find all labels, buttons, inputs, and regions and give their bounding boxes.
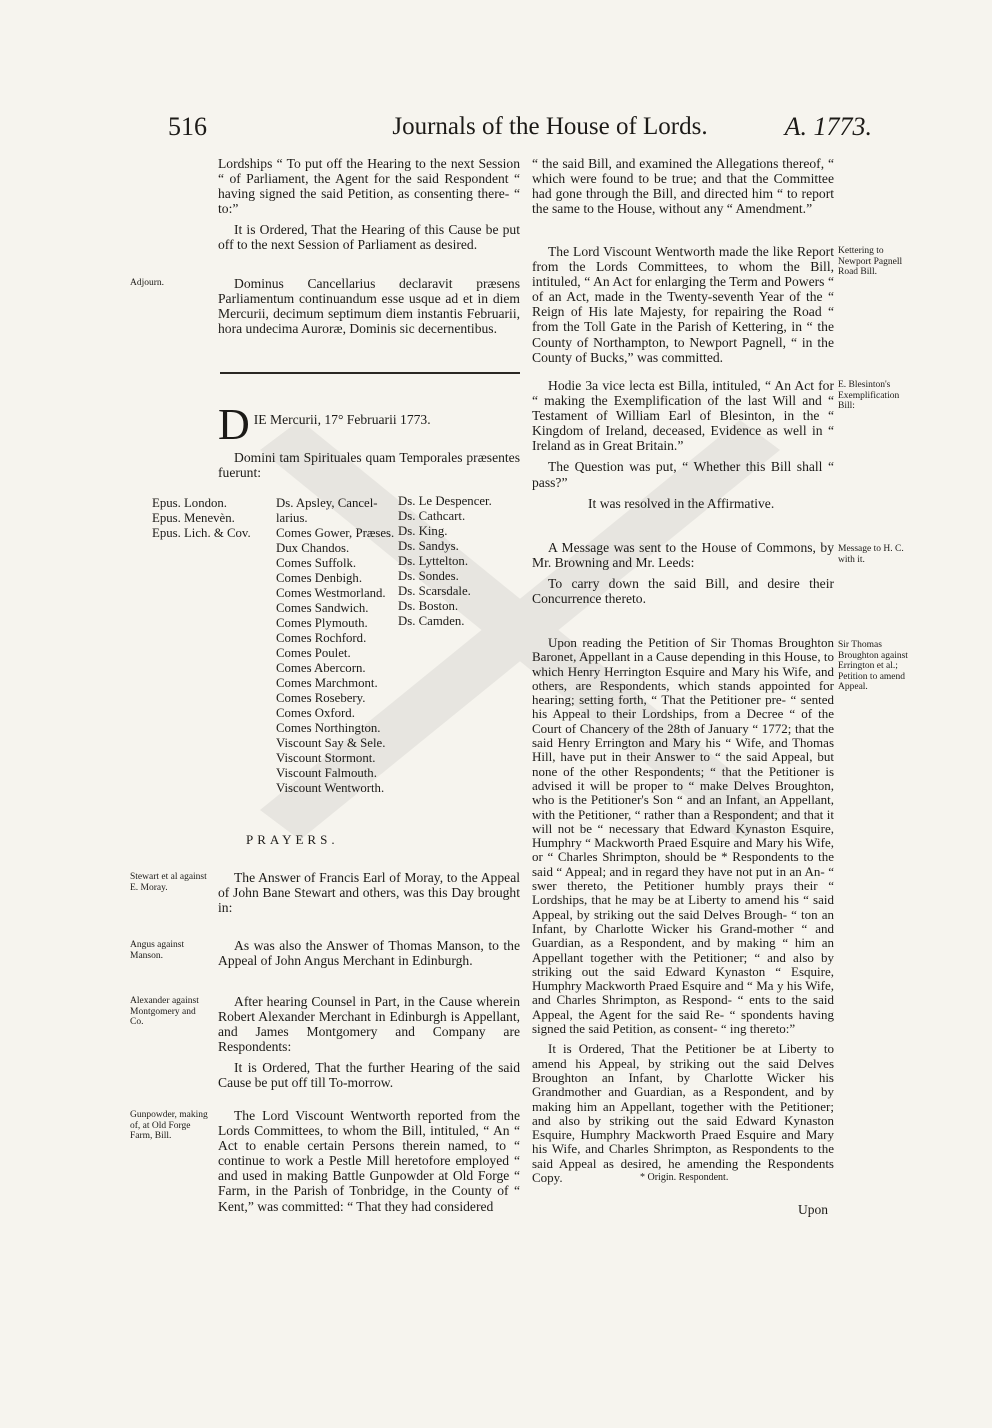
domini-line: Domini tam Spirituales quam Temporales præsentes fuerunt: [218,450,520,481]
resolved-line: It was resolved in the Affirmative. [588,495,775,511]
die-heading: D IE Mercurii, 17° Februarii 1773. Domini tam Spirituales quam Temporales præsentes fuerunt: [218,400,520,481]
left-para-alexander: After hearing Counsel in Part, in the Cause wherein Robert Alexander Merchant in Edinburgh is Appellant, and James Montgomery and Company are Respondents: It is Ordered, That the further Hearing of the said Cause be put off till To-morrow. [218,994,520,1091]
left-para-gunpowder: The Lord Viscount Wentworth reported from the Lords Committees, to whom the Bill, intituled, “ An “ Act to enable certain Persons therein named, to “ continue to work a Pestle Mill heretofore employed “ and used in making Battle Gunpowder at Old Forge “ Farm, in the Parish of Tonbridge, in the County of “ Kent,” was committed: “ That they had considered [218,1108,520,1214]
prayers-heading: PRAYERS. [246,832,339,847]
attendance-bishops: Epus. London. Epus. Menevèn. Epus. Lich. & Cov. [152,496,251,540]
right-para-blesinton: Hodie 3a vice lecta est Billa, intituled, “ An Act for “ making the Exemplification of the last Will and “ Testament of William Earl of Blesinton, in the “ Kingdom of Ireland, deceased, Evidence as well in “ Ireland as in Great Britain.” The Question was put, “ Whether this Bill shall “ pass?” It was resolved in the Affirmative. [532,378,834,511]
attendance-barons: Ds. Le Despencer. Ds. Cathcart. Ds. King. Ds. Sandys. Ds. Lyttelton. Ds. Sondes. Ds. Scarsdale. Ds. Boston. Ds. Camden. [398,494,492,628]
margin-note-stewart: Stewart et al against E. Moray. [130,872,207,893]
margin-note-angus: Angus against Manson. [130,940,185,961]
right-para-kettering: The Lord Viscount Wentworth made the like Report from the Lords Committees, to whom the Bill, intituled, “ An Act for enlarging the Term and Powers “ of an Act, made in the Twenty-seventh Year of the “ Reign of His late Majesty, for repairing the Road “ from the Toll Gate in the Parish of Kettering, in “ the County of Northampton, to Newport Pagnell, “ in the County of Bucks,” was committed. [532,244,834,365]
section-rule [220,372,520,374]
margin-note-kettering: Kettering to Newport Pagnell Road Bill. [838,246,903,277]
footnote: * Origin. Respondent. [640,1172,729,1183]
margin-note-blesinton: E. Blesinton's Exemplification Bill: [838,380,900,411]
margin-note-adjourn: Adjourn. [130,278,165,288]
left-para-ordered: It is Ordered, That the Hearing of this Cause be put off to the next Session of Parliament as desired. [218,222,520,253]
page-number: 516 [168,112,207,141]
margin-note-message: Message to H. C. with it. [838,544,904,565]
right-para-ordered: It is Ordered, That the Petitioner be at Liberty to amend his Appeal, by striking out the said Delves Broughton an Infant, by Charlotte Wicker his Grandmother and Guardian, as a Respondent, and by making him an Appellant, together with the Petitioner; and also by striking out the said Edward Kynaston Esquire, Humphry Mackworth Praed Esquire and Mary his Wife, and Charles Shrimpton, as Respondents to the said Appeal as desired, he amending the Respondents Copy. [532,1041,834,1185]
page-title: Journals of the House of Lords. [392,113,708,140]
left-para-angus: As was also the Answer of Thomas Manson, to the Appeal of John Angus Merchant in Edinburgh. [218,938,520,969]
catchword: Upon [798,1202,828,1217]
attendance-peers: Ds. Apsley, Cancel- larius. Comes Gower, Præses. Dux Chandos. Comes Suffolk. Comes Denbigh. Comes Westmorland. Comes Sandwich. Comes Plymouth. Comes Rochford. Comes Poulet. Comes Abercorn. Comes Marchmont. Comes Rosebery. Comes Oxford. Comes Northington. Viscount Say & Sele. Viscount Stormont. Viscount Falmouth. Viscount Wentworth. [276,496,395,795]
right-para-broughton: Upon reading the Petition of Sir Thomas Broughton Baronet, Appellant in a Cause depending in this House, to which Henry Herrington Esquire and Mary his Wife, and others, are Respondents, which stands appointed for hearing; setting forth, “ That the Petitioner pre- “ sented his Appeal to their Lordships, from a Decree “ of the Court of Chancery of the 28th of January “ 1772; that the said Henry Errington and Mary his “ Wife, and Thomas Hill, have put in their Answer to “ the said Appeal, but none of the other Respondents; “ that the Petitioner is advised it will be proper to “ make Delves Broughton, who is the Petitioner's Son “ and an Infant, an Appellant, with the Petitioner, “ rather than a Respondent; and that it will not be “ necessary that Edward Kynaston Esquire, Humphry “ Mackworth Praed Esquire and Mary his Wife, or “ Charles Shrimpton, should be * Respondents to the said “ Appeal; and in regard they have not put in an An- “ swer thereto, the Petitioner humbly prays their “ Lordships, that he may be at Liberty to amend his “ said Appeal, by striking out the said Delves Brough- “ ton an Infant, by Charlotte Wicker his Grand-mother “ and Guardian, as a Respondent, and by making “ him an Appellant together with the Petitioner; “ and also by striking out the said Edward Kynaston “ Esquire, Humphry Mackworth Praed Esquire and “ Ma y his Wife, and Charles Shrimpton, as Respond- “ ents to the said Appeal, the Agent for the said Re- “ spondents having signed the said Petition, as consent- “ ing thereto:” It is Ordered, That the Petitioner be at Liberty to amend his Appeal, by striking out the said Delves Broughton an Infant, by Charlotte Wicker his Grandmother and Guardian, as a Respondent, and by making him an Appellant, together with the Petitioner; and also by striking out the said Edward Kynaston Esquire, Humphry Mackworth Praed Esquire and Mary his Wife, and Charles Shrimpton, as Respondents to the said Appeal as desired, he amending the Respondents Copy. [532,635,834,1185]
right-para-message: A Message was sent to the House of Commons, by Mr. Browning and Mr. Leeds: To carry down the said Bill, and desire their Concurrence thereto. [532,540,834,607]
right-para-continued: “ the said Bill, and examined the Allegations thereof, “ which were found to be true; and that the Committee had gone through the Bill, and directed him “ to report the same to the House, without any “ Amendment.” [532,156,834,217]
question-line: The Question was put, “ Whether this Bill shall “ pass?” [532,459,834,490]
left-para-lordships: Lordships “ To put off the Hearing to the next Session “ of Parliament, the Agent for the said Respondent “ having signed the said Petition, as consenting there- “ to:” It is Ordered, That the Hearing of this Cause be put off to the next Session of Parliament as desired. [218,156,520,253]
margin-note-gunpowder: Gunpowder, making of, at Old Forge Farm, Bill. [130,1110,208,1141]
left-para-stewart: The Answer of Francis Earl of Moray, to the Appeal of John Bane Stewart and others, was this Day brought in: [218,870,520,916]
carry-line: To carry down the said Bill, and desire their Concurrence thereto. [532,576,834,607]
margin-note-alexander: Alexander against Montgomery and Co. [130,996,199,1027]
drop-cap: D [218,400,250,449]
margin-note-broughton: Sir Thomas Broughton against Errington et al.; Petition to amend Appeal. [838,640,908,692]
left-para-adjourn: Dominus Cancellarius declaravit præsens Parliamentum continuandum esse usque ad et in diem Mercurii, decimum septimum diem instantis Februarii, hora undecima Auroræ, Dominis sic decernentibus. [218,276,520,337]
page-year: A. 1773. [784,112,872,141]
